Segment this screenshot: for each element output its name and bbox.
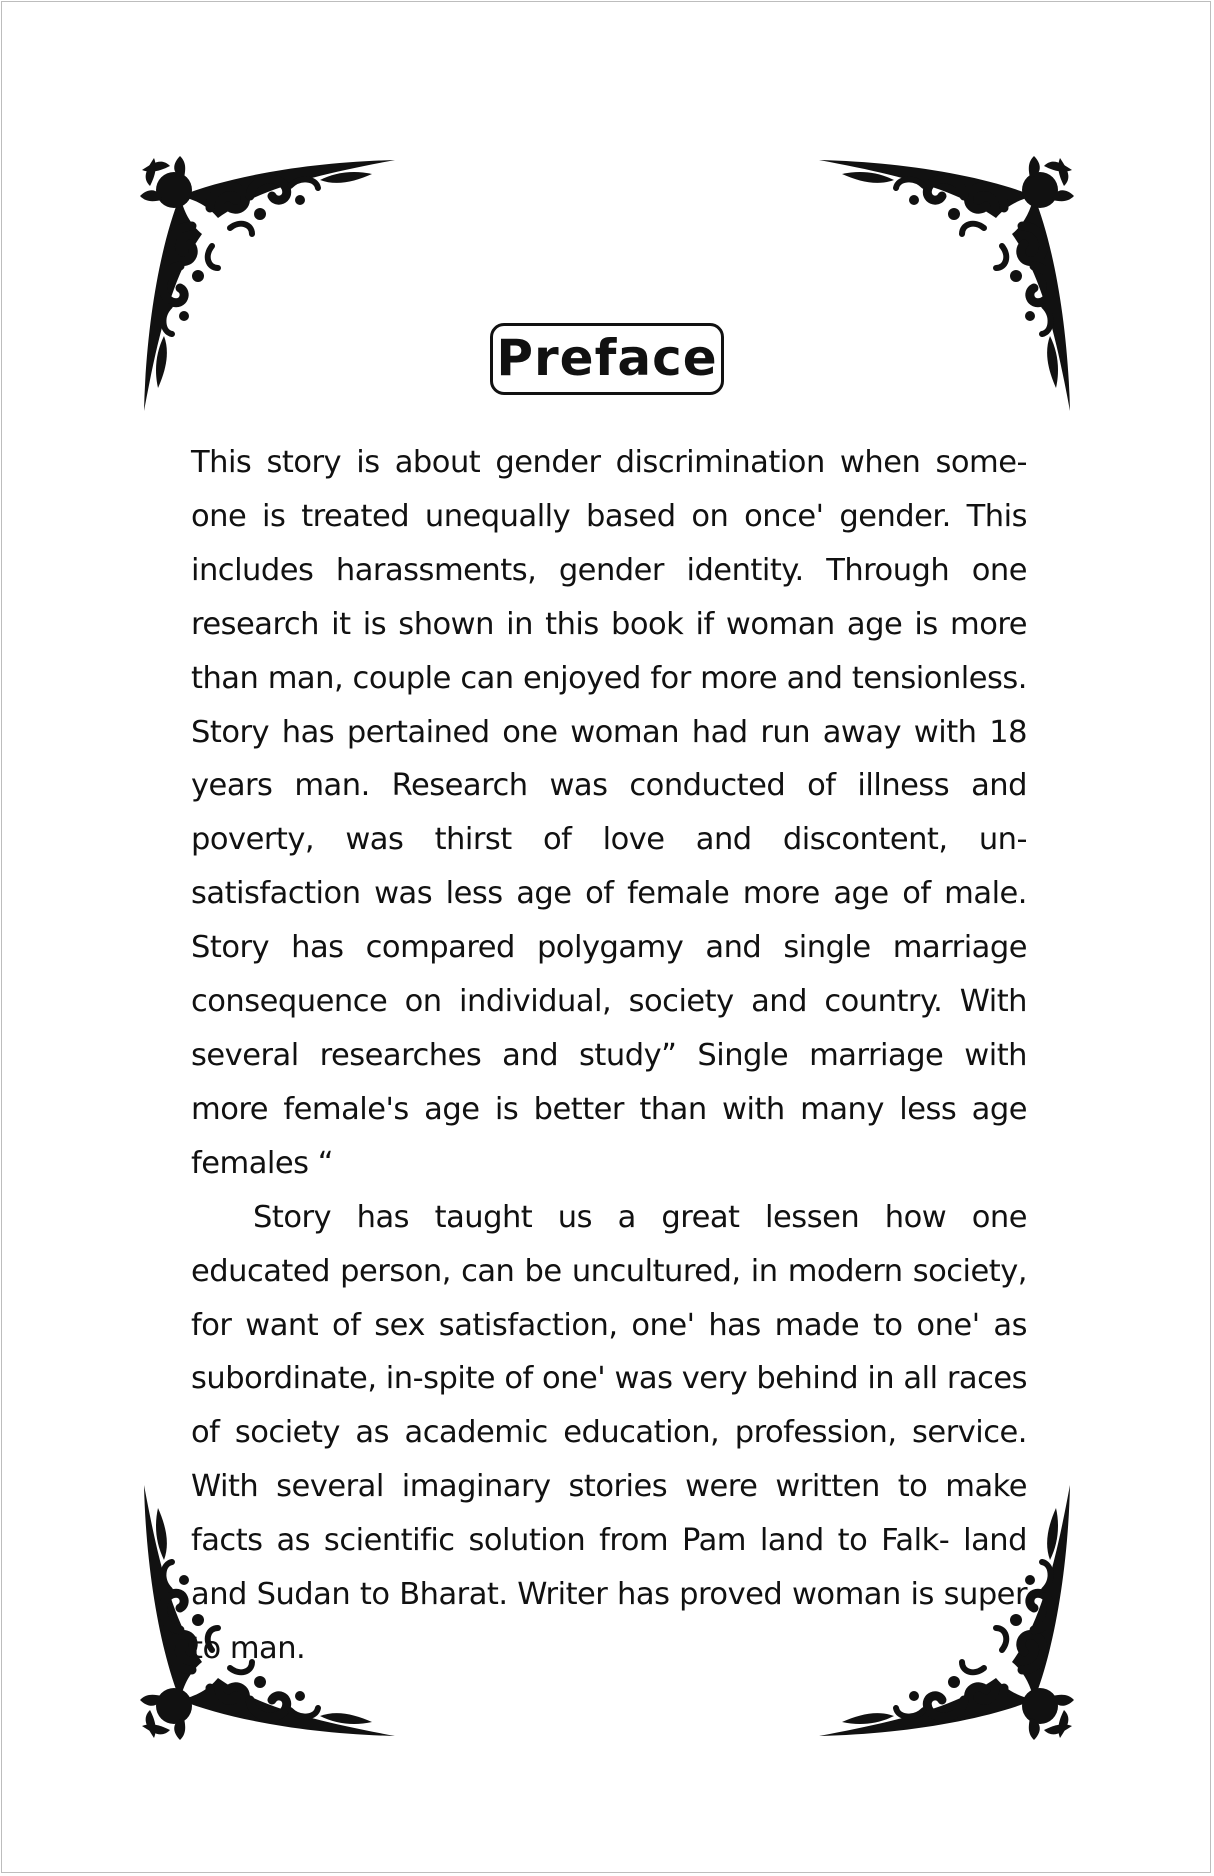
flourish-corner-icon (140, 156, 400, 416)
paragraph: Story has taught us a great lessen how one educated person, can be uncultured, in modern society, for want of sex satisfaction, one' has made to one' as subordinate, in-spite of one' was very behind in all races of society as academic education, profession, service. With several imaginary stories were written to make facts as scientific solution from Pam land to Falk- land and Sudan to Bharat. Writer has proved woman is super to man. (191, 1199, 1027, 1666)
flourish-corner-icon (814, 156, 1074, 416)
paragraph: This story is about gender discrimination when some-one is treated unequally based on once' gender. This includes harassments, gender identity. Through one research it is shown in this book if woman age is more than man, couple can enjoyed for more and tensionless. Story has pertained one woman had run away with 18 years man. Research was conducted of illness and poverty, was thirst of love and discontent, un-satisfaction was less age of female more age of male. Story has compared polygamy and single marriage consequence on individual, society and country. With several researches and study” Single marriage with more female's age is better than with many less age females “ (191, 445, 1027, 1181)
title-frame (490, 323, 724, 395)
preface-body (191, 436, 1027, 1676)
page-title: Preface (496, 329, 718, 387)
